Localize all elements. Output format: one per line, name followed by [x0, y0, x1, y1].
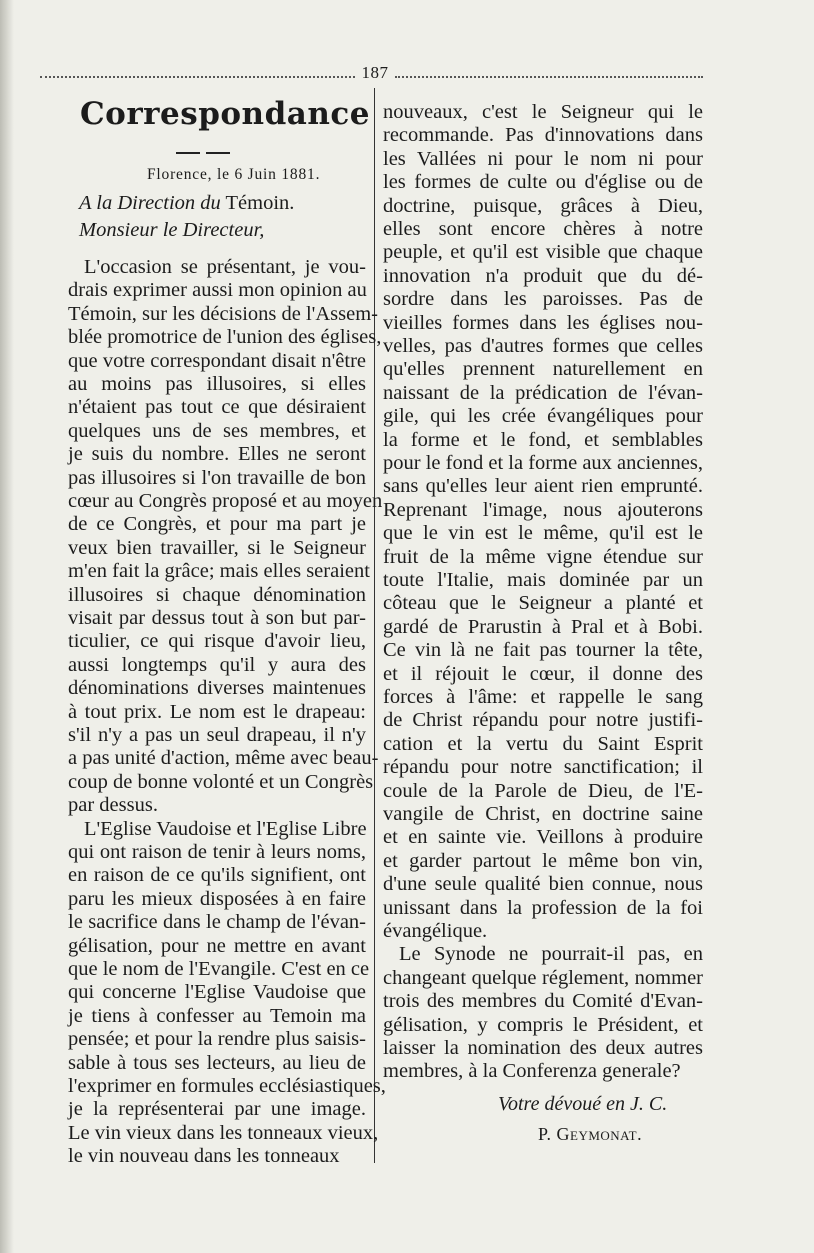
right-column-line: cation et la vertu du Saint Esprit	[383, 732, 703, 755]
left-column-line: par dessus.	[68, 794, 158, 817]
left-column-line: coup de bonne volonté et un Congrès	[68, 770, 374, 793]
left-column-line: en raison de ce qu'ils signifient, ont	[68, 864, 366, 887]
right-column-line: fruit de la même vigne étendue sur	[383, 545, 703, 568]
right-column-line: naissant de la prédication de l'évan-	[383, 381, 703, 404]
left-column-line: l'exprimer en formules ecclésiastiques,	[68, 1075, 386, 1097]
right-column-line: elles sont encore chères à notre	[383, 218, 703, 240]
left-column-line: gélisation, pour ne mettre en avant	[68, 934, 366, 957]
right-column-line: que le vin est le même, qu'il est le	[383, 522, 703, 545]
salutation-line-1	[79, 192, 294, 215]
page-number: 187	[361, 63, 389, 82]
right-column-line: et il réjouit le cœur, il donne des	[383, 662, 703, 685]
right-column-line: innovation n'a produit que du dé-	[383, 264, 703, 287]
right-column-line: sans qu'elles leur aient rien emprunté.	[383, 475, 703, 498]
column-divider	[374, 88, 375, 1163]
right-column-line: d'une seule qualité bien connue, nous	[383, 873, 703, 896]
left-column-line: pas illusoires si l'on travaille de bon	[68, 466, 366, 489]
right-column-line: recommande. Pas d'innovations dans	[383, 124, 703, 147]
left-column-line: que le nom de l'Evangile. C'est en ce	[68, 958, 370, 980]
right-column-line: forces à l'âme: et rappelle le sang	[383, 686, 703, 708]
left-column-line: ticulier, ce qui risque d'avoir lieu,	[68, 630, 366, 653]
left-column-line: a pas unité d'action, même avec beau-	[68, 747, 379, 770]
left-column-line: sable à tous ses lecteurs, au lieu de	[68, 1051, 366, 1074]
left-column-line: aussi longtemps qu'il y aura des	[68, 653, 366, 676]
right-column-line: sordre dans les paroisses. Pas de	[383, 288, 703, 311]
left-column-line: L'Eglise Vaudoise et l'Eglise Libre	[84, 817, 367, 840]
left-column-line: Témoin, sur les décisions de l'Assem-	[68, 302, 379, 325]
left-column-line: s'il n'y a pas un seul drapeau, il n'y	[68, 724, 366, 746]
right-column-line: pour le fond et la forme aux anciennes,	[383, 452, 703, 474]
right-column-line: Reprenant l'image, nous ajouterons	[383, 498, 703, 521]
left-column-line: paru les mieux disposées à en faire	[68, 887, 366, 910]
left-column-line: au moins pas illusoires, si elles	[68, 373, 366, 395]
left-column-line: à tout prix. Le nom est le drapeau:	[68, 700, 366, 723]
right-column-line: et garder partout le même bon vin,	[383, 849, 703, 872]
section-heading: Correspondance	[80, 96, 370, 132]
author-signature: P. Geymonat.	[538, 1124, 643, 1144]
left-column-line: drais exprimer aussi mon opinion au	[68, 279, 367, 302]
left-column-line: veux bien travailler, si le Seigneur	[68, 536, 366, 559]
left-column-line: pensée; et pour la rendre plus saisis-	[68, 1028, 366, 1051]
left-column-line: de ce Congrès, et pour ma part je	[68, 513, 366, 536]
left-column-line: Le vin vieux dans les tonneaux vieux,	[68, 1121, 379, 1144]
left-column-line: cœur au Congrès proposé et au moyen	[68, 490, 383, 512]
salutation-recipient: A la Direction du	[79, 192, 221, 214]
header-dotted-rule-left	[40, 76, 355, 78]
left-column-line: visait par dessus tout à son but par-	[68, 607, 366, 629]
right-column-line: trois des membres du Comité d'Evan-	[383, 990, 703, 1013]
right-column-line: gélisation, y compris le Président, et	[383, 1013, 703, 1036]
right-column-line: velles, pas d'autres formes que celles	[383, 335, 703, 357]
left-column-line: blée promotrice de l'union des églises,	[68, 326, 382, 349]
right-column-line: qu'elles prennent naturellement en	[383, 358, 703, 381]
newspaper-name: Témoin.	[220, 192, 295, 214]
right-column-line: coule de la Parole de Dieu, de l'E-	[383, 779, 703, 802]
right-column-line: laisser la nomination des deux autres	[383, 1037, 703, 1059]
right-column-line: Ce vin là ne fait pas tourner la tête,	[383, 639, 703, 662]
right-column-line: membres, à la Conferenza generale?	[383, 1060, 681, 1083]
left-column-line: dénominations diverses maintenues	[68, 677, 366, 700]
right-column-line: changeant quelque réglement, nommer	[383, 966, 703, 989]
right-column-line: évangélique.	[383, 920, 488, 942]
right-column-line: peuple, et qu'il est visible que chaque	[383, 241, 703, 264]
salutation-line-2: Monsieur le Directeur,	[79, 219, 265, 241]
left-column-line: le vin nouveau dans les tonneaux	[68, 1145, 340, 1168]
left-column-line: m'en fait la grâce; mais elles seraient	[68, 560, 370, 583]
right-column-line: gardé de Prarustin à Pral et à Bobi.	[383, 615, 703, 638]
right-column-line: de Christ répandu pour notre justifi-	[383, 709, 703, 732]
right-column-line: toute l'Italie, mais dominée par un	[383, 569, 703, 591]
header-dotted-rule-right	[395, 76, 703, 78]
left-column-line: le sacrifice dans le champ de l'évan-	[68, 911, 366, 934]
left-column-line: n'étaient pas tout ce que désiraient	[68, 396, 366, 419]
right-column-line: doctrine, puisque, grâces à Dieu,	[383, 194, 703, 217]
right-column-line: unissant dans la profession de la foi	[383, 896, 703, 919]
left-column-line: je tiens à confesser au Temoin ma	[68, 1004, 366, 1027]
dateline: Florence, le 6 Juin 1881.	[147, 166, 321, 183]
heading-ornament-rule	[176, 152, 200, 154]
left-column-line: je suis du nombre. Elles ne seront	[68, 443, 366, 466]
right-column-line: Le Synode ne pourrait-il pas, en	[399, 943, 703, 966]
left-column-line: qui ont raison de tenir à leurs noms,	[68, 841, 366, 863]
left-column-line: L'occasion se présentant, je vou-	[84, 256, 366, 278]
right-column-line: vangile de Christ, en doctrine saine	[383, 803, 703, 825]
heading-ornament-rule	[206, 152, 230, 154]
closing-salutation: Votre dévoué en J. C.	[498, 1093, 668, 1115]
left-column-line: que votre correspondant disait n'être	[68, 349, 366, 372]
right-column-line: la forme et le fond, et semblables	[383, 428, 703, 451]
right-column-line: les Vallées ni pour le nom ni pour	[383, 147, 703, 170]
right-column-line: côteau que le Seigneur a planté et	[383, 592, 703, 615]
page-edge-shadow	[0, 0, 14, 1253]
right-column-line: répandu pour notre sanctification; il	[383, 756, 703, 779]
right-column-line: les formes de culte ou d'église ou de	[383, 171, 703, 194]
left-column-line: quelques uns de ses membres, et	[68, 419, 366, 442]
right-column-line: nouveaux, c'est le Seigneur qui le	[383, 101, 703, 123]
left-column-line: illusoires si chaque dénomination	[68, 583, 366, 606]
right-column-line: vieilles formes dans les églises nou-	[383, 311, 703, 334]
left-column-line: qui concerne l'Eglise Vaudoise que	[68, 981, 366, 1004]
right-column-line: et en sainte vie. Veillons à produire	[383, 826, 703, 849]
left-column-line: je la représenterai par une image.	[68, 1098, 366, 1121]
right-column-line: gile, qui les crée évangéliques pour	[383, 405, 703, 428]
